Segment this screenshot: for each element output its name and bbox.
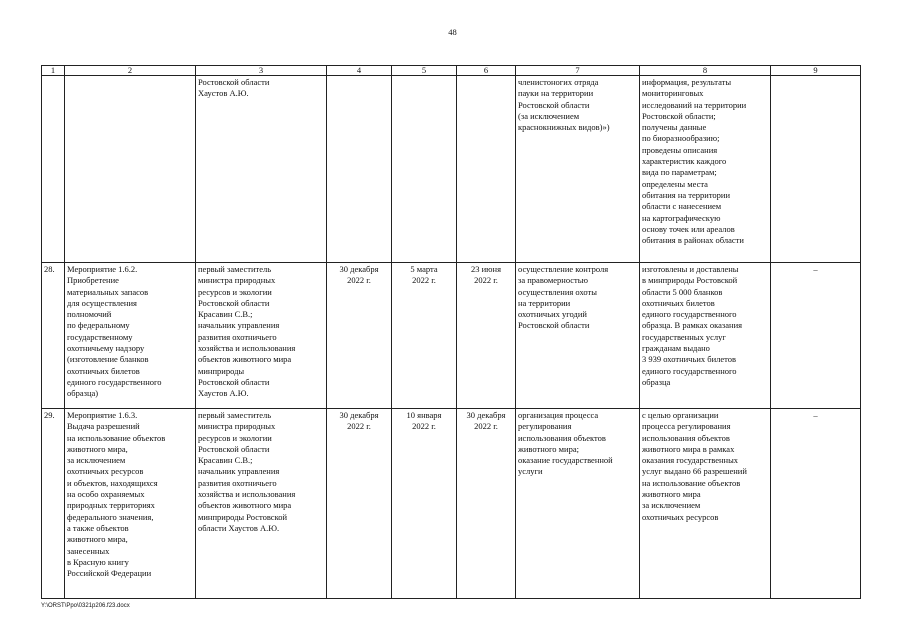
header-cell: 1 bbox=[42, 66, 65, 76]
responsible-cell: Ростовской области Хаустов А.Ю. bbox=[196, 76, 327, 263]
actual-start-cell: 5 марта 2022 г. bbox=[392, 263, 457, 409]
table-row bbox=[42, 263, 861, 409]
event-cell: Мероприятие 1.6.3. Выдача разрешений на использование объектов животного мира, за исключением охотничьих ресурсов и объектов, находящихся на особо охраняемых природных территориях федерального значения, а также объектов животного мира, занесенных в Красную книгу Российской Федерации bbox=[65, 409, 196, 599]
page-number: 48 bbox=[448, 27, 457, 37]
actual-start-cell: 10 января 2022 г. bbox=[392, 409, 457, 599]
header-cell: 8 bbox=[640, 66, 771, 76]
note-cell bbox=[771, 76, 861, 263]
event-cell: Мероприятие 1.6.2. Приобретение материальных запасов для осуществления полномочий по федеральному государственному охотничьему надзору (изготовление бланков охотничьих билетов единого государственного образца) bbox=[65, 263, 196, 409]
planned-date-cell bbox=[327, 76, 392, 263]
event-cell bbox=[65, 76, 196, 263]
note-cell: – bbox=[771, 409, 861, 599]
actual-end-cell: 30 декабря 2022 г. bbox=[457, 409, 516, 599]
table-row bbox=[42, 76, 861, 263]
actual-end-cell bbox=[457, 76, 516, 263]
header-cell: 7 bbox=[516, 66, 640, 76]
actual-result-cell: с целью организации процесса регулирования использования объектов животного мира в рамках оказания государственных услуг выдано 66 разрешений на использование объектов животного мира за исключением охотничьих ресурсов bbox=[640, 409, 771, 599]
row-number: 28. bbox=[42, 263, 65, 409]
note-cell: – bbox=[771, 263, 861, 409]
table-header-row bbox=[42, 66, 861, 76]
table-row bbox=[42, 409, 861, 599]
header-cell: 4 bbox=[327, 66, 392, 76]
document-path-footer: Y:\ORST\Ppo\0321p206.f23.docx bbox=[41, 603, 130, 609]
planned-date-cell: 30 декабря 2022 г. bbox=[327, 409, 392, 599]
actual-result-cell: изготовлены и доставлены в минприроды Ростовской области 5 000 бланков охотничьих билетов единого государственного образца. В рамках оказания государственных услуг гражданам выдано 3 939 охотничьих билетов единого государственного образца bbox=[640, 263, 771, 409]
row-number: 29. bbox=[42, 409, 65, 599]
responsible-cell: первый заместитель министра природных ресурсов и экологии Ростовской области Красавин С.В.; начальник управления развития охотничьего хозяйства и использования объектов животного мира минприроды Ростовской области Хаустов А.Ю. bbox=[196, 409, 327, 599]
planned-result-cell: организация процесса регулирования использования объектов животного мира; оказание государственной услуги bbox=[516, 409, 640, 599]
header-cell: 3 bbox=[196, 66, 327, 76]
responsible-cell: первый заместитель министра природных ресурсов и экологии Ростовской области Красавин С.В.; начальник управления развития охотничьего хозяйства и использования объектов животного мира минприроды Ростовской области Хаустов А.Ю. bbox=[196, 263, 327, 409]
header-cell: 2 bbox=[65, 66, 196, 76]
header-cell: 5 bbox=[392, 66, 457, 76]
actual-start-cell bbox=[392, 76, 457, 263]
header-cell: 6 bbox=[457, 66, 516, 76]
header-cell: 9 bbox=[771, 66, 861, 76]
planned-result-cell: осуществление контроля за правомерностью осуществления охоты на территории охотничьих угодий Ростовской области bbox=[516, 263, 640, 409]
planned-result-cell: членистоногих отряда пауки на территории Ростовской области (за исключением краснокнижных видов)») bbox=[516, 76, 640, 263]
planned-date-cell: 30 декабря 2022 г. bbox=[327, 263, 392, 409]
actual-end-cell: 23 июня 2022 г. bbox=[457, 263, 516, 409]
actual-result-cell: информация, результаты мониторинговых исследований на территории Ростовской области; получены данные по биоразнообразию; проведены описания характеристик каждого вида по параметрам; определены места обитания на территории области с нанесением на картографическую основу точек или ареалов обитания в районах области bbox=[640, 76, 771, 263]
report-table bbox=[41, 65, 861, 599]
row-number bbox=[42, 76, 65, 263]
